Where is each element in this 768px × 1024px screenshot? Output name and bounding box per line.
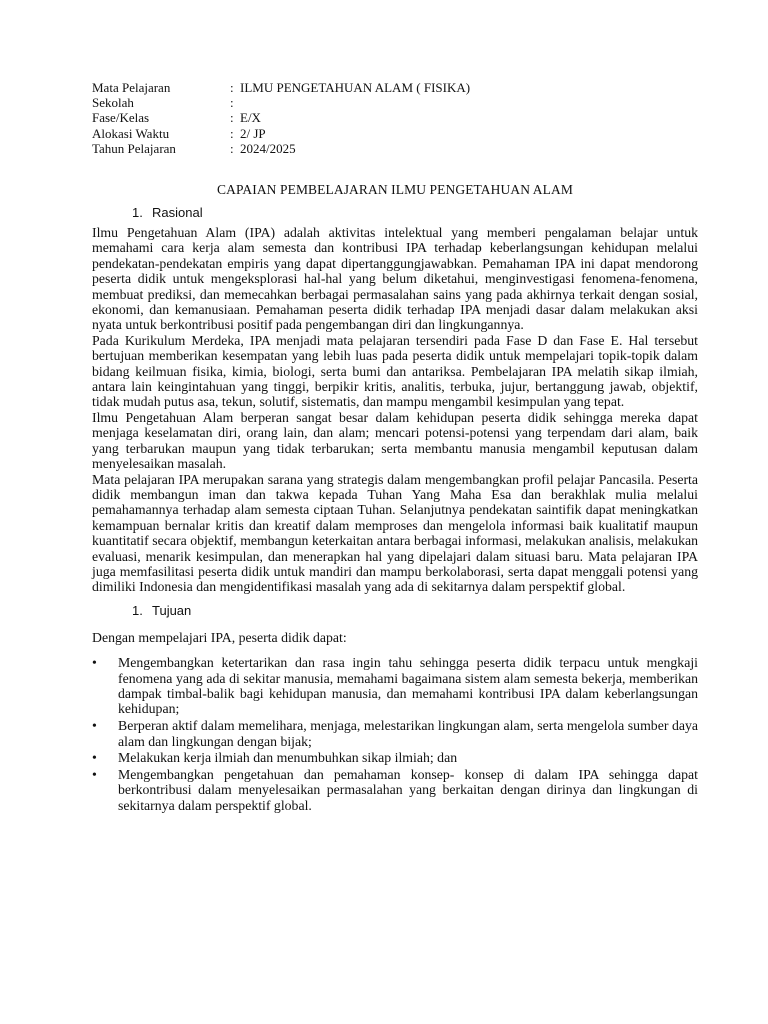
paragraph: Ilmu Pengetahuan Alam (IPA) adalah aktivitas intelektual yang memberi pengalaman belajar untuk memahami cara kerja alam semesta dan kontribusi IPA terhadap keberlangsungan kehidupan melalui pendekatan-pendekatan empiris yang dapat dipertanggungjawabkan. Pemahaman IPA ini dapat mendorong peserta didik untuk mengeksplorasi hal-hal yang belum diketahui, menginvestigasi fenomena-fenomena, membuat prediksi, dan memecahkan berbagai permasalahan sains yang pada akhirnya terkait dengan sosial, ekonomi, dan kemanusiaan. Pemahaman peserta didik terhadap IPA menjadi dasar dalam melakukan aksi nyata untuk berkontribusi positif pada pengembangan diri dan lingkungannya. bbox=[92, 225, 698, 333]
meta-label: Tahun Pelajaran bbox=[92, 140, 176, 156]
tujuan-list bbox=[92, 655, 698, 813]
meta-row-year bbox=[92, 141, 698, 156]
meta-value: ILMU PENGETAHUAN ALAM ( FISIKA) bbox=[240, 80, 471, 95]
meta-label: Fase/Kelas bbox=[92, 110, 150, 126]
document-page bbox=[92, 80, 698, 814]
tujuan-intro: Dengan mempelajari IPA, peserta didik dapat: bbox=[92, 629, 347, 645]
list-item bbox=[92, 767, 698, 813]
list-item bbox=[92, 750, 698, 765]
meta-separator: : bbox=[230, 110, 234, 126]
bullet-icon: • bbox=[92, 718, 97, 734]
meta-label: Mata Pelajaran bbox=[92, 80, 171, 95]
meta-row-subject bbox=[92, 80, 698, 95]
list-item bbox=[92, 655, 698, 717]
section-heading-text: Tujuan bbox=[152, 602, 192, 618]
paragraph: Pada Kurikulum Merdeka, IPA menjadi mata pelajaran tersendiri pada Fase D dan Fase E. Hal tersebut bertujuan memberikan kesempatan yang lebih luas pada peserta didik untuk mempelajari topik-topik dalam bidang keilmuan fisika, kimia, biologi, serta bumi dan antariksa. Pembelajaran IPA melatih sikap ilmiah, antara lain keingintahuan yang tinggi, berpikir kritis, analitis, terbuka, jujur, bertanggung jawab, objektif, tidak mudah putus asa, tekun, solutif, sistematis, dan mampu mengambil kesimpulan yang tepat. bbox=[92, 332, 698, 410]
meta-row-phase bbox=[92, 110, 698, 125]
bullet-icon: • bbox=[92, 655, 97, 671]
meta-row-school bbox=[92, 95, 698, 110]
meta-separator: : bbox=[230, 140, 234, 156]
paragraph: Mata pelajaran IPA merupakan sarana yang strategis dalam mengembangkan profil pelajar Pancasila. Peserta didik membangun iman dan takwa kepada Tuhan Yang Maha Esa dan berakhlak mulia melalui pemahamannya terhadap alam semesta ciptaan Tuhan. Selanjutnya pendekatan saintifik dapat meningkatkan kemampuan bernalar kritis dan kreatif dalam memproses dan mengelola informasi baik kualitatif maupun kuantitatif secara objektif, membangun keterkaitan antara berbagai informasi, melakukan analisis, melakukan evaluasi, menarik kesimpulan, dan menerapkan hal yang dipelajari dalam situasi baru. Mata pelajaran IPA juga memfasilitasi peserta didik untuk mandiri dan mampu berkolaborasi, serta dapat menggali potensi yang dimiliki Indonesia dan mengidentifikasi masalah yang ada di sekitarnya dalam perspektif global. bbox=[92, 471, 698, 595]
document-title: CAPAIAN PEMBELAJARAN ILMU PENGETAHUAN ALAM bbox=[217, 182, 573, 198]
bullet-icon: • bbox=[92, 750, 97, 766]
meta-separator: : bbox=[230, 95, 234, 111]
meta-label: Sekolah bbox=[92, 95, 134, 111]
list-item-text: Mengembangkan pengetahuan dan pemahaman konsep- konsep di dalam IPA sehingga dapat berkontribusi dalam menyelesaikan permasalahan yang berkaitan dengan dirinya dan lingkungan di sekitarnya dalam perspektif global. bbox=[118, 766, 698, 813]
meta-separator: : bbox=[230, 80, 234, 95]
bullet-icon: • bbox=[92, 766, 97, 782]
section-number: 1. bbox=[132, 602, 143, 618]
section-heading-rasional bbox=[92, 205, 698, 221]
paragraph: Ilmu Pengetahuan Alam berperan sangat besar dalam kehidupan peserta didik sehingga mereka dapat menjaga keselamatan diri, orang lain, dan alam; mencari potensi-potensi yang terpendam dari alam, baik yang terbarukan maupun yang tidak terbarukan; serta membantu manusia mengambil keputusan dalam menyelesaikan masalah. bbox=[92, 409, 698, 472]
meta-value: 2/ JP bbox=[240, 125, 266, 141]
list-item bbox=[92, 718, 698, 749]
list-item-text: Melakukan kerja ilmiah dan menumbuhkan sikap ilmiah; dan bbox=[118, 750, 458, 766]
document-meta bbox=[92, 80, 698, 156]
meta-separator: : bbox=[230, 125, 234, 141]
section-heading-tujuan bbox=[92, 603, 698, 619]
meta-value: E/X bbox=[240, 110, 261, 126]
section-number: 1. bbox=[132, 205, 143, 221]
meta-value: 2024/2025 bbox=[240, 140, 296, 156]
meta-row-time bbox=[92, 126, 698, 141]
meta-label: Alokasi Waktu bbox=[92, 125, 170, 141]
list-item-text: Mengembangkan ketertarikan dan rasa ingin tahu sehingga peserta didik terpacu untuk mengkaji fenomena yang ada di sekitar manusia, memahami bagaimana sistem alam semesta bekerja, memberikan dampak timbal-balik bagi kehidupan manusia, dan memahami kontribusi IPA dalam keberlangsungan kehidupan; bbox=[118, 655, 698, 717]
section-heading-text: Rasional bbox=[152, 205, 203, 221]
list-item-text: Berperan aktif dalam memelihara, menjaga, melestarikan lingkungan alam, serta mengelola sumber daya alam dan lingkungan dengan bijak; bbox=[118, 718, 698, 749]
